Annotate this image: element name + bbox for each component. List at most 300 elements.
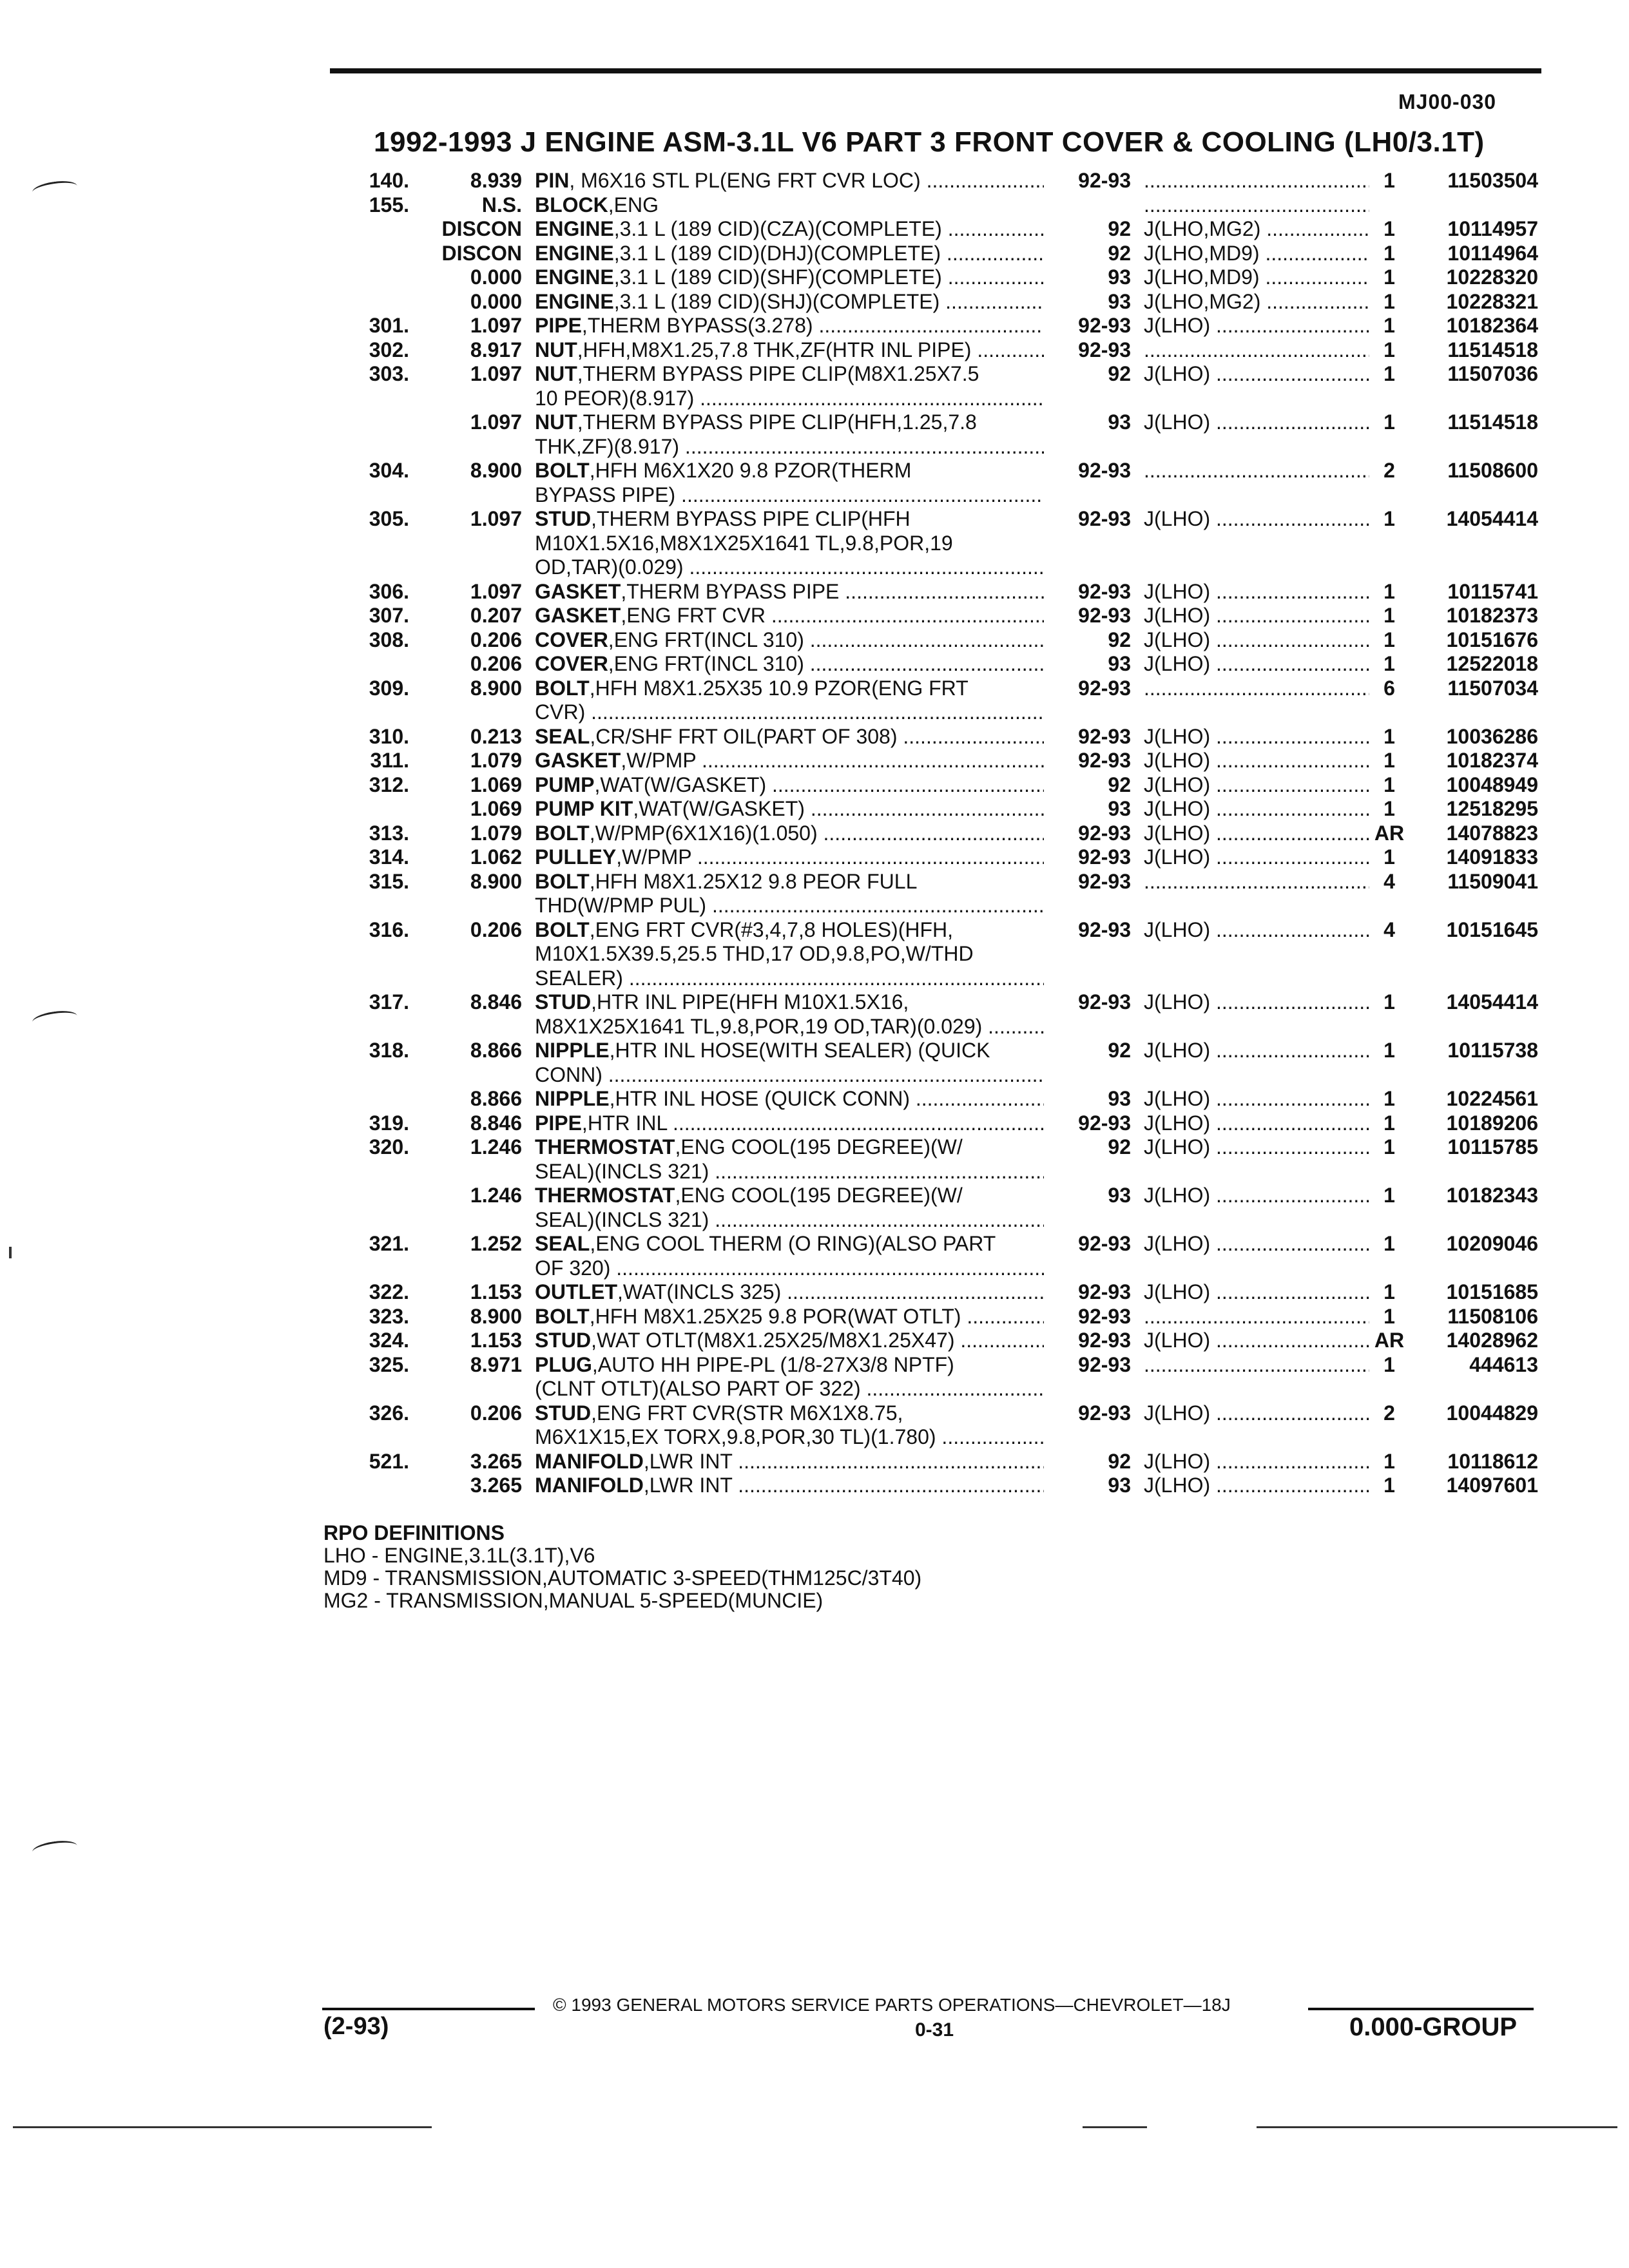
- description-line: ,ENG FRT CVR(#3,4,7,8 HOLES)(HFH,: [589, 918, 953, 941]
- group-number: 1.079: [470, 821, 522, 845]
- table-row: [335, 822, 1547, 846]
- part-name: BOLT: [535, 1304, 590, 1328]
- model-year: 92: [1108, 1135, 1131, 1158]
- rpo-code: J(LHO) .....: [1144, 604, 1369, 628]
- rpo-code: J(LHO) .....: [1144, 1401, 1369, 1426]
- part-number: 10044829: [1446, 1401, 1538, 1425]
- description-line: SEALER): [535, 966, 623, 990]
- rpo-definition-md9: MD9 - TRANSMISSION,AUTOMATIC 3-SPEED(THM125C/3T40): [323, 1566, 922, 1590]
- revision-date: (2-93): [323, 2013, 389, 2040]
- table-row: [335, 314, 1547, 338]
- model-year: 92-93: [1078, 169, 1131, 192]
- part-number: 14097601: [1446, 1474, 1538, 1497]
- item-number: 304.: [369, 459, 409, 482]
- part-number: 10182343: [1446, 1184, 1538, 1207]
- rpo-code: J(LHO) .....: [1144, 1184, 1369, 1208]
- description-line: M10X1.5X16,M8X1X25X1641 TL,9.8,POR,19: [535, 531, 953, 555]
- quantity: 2: [1383, 1401, 1395, 1425]
- model-year: 92: [1108, 1449, 1131, 1473]
- model-year: 92: [1108, 1039, 1131, 1062]
- page-title: 1992-1993 J ENGINE ASM-3.1L V6 PART 3 FRONT COVER & COOLING (LH0/3.1T): [374, 126, 1485, 158]
- quantity: 1: [1383, 1352, 1395, 1376]
- model-year: 92-93: [1078, 1304, 1131, 1328]
- rpo-code: J(LHO) .....: [1144, 652, 1369, 677]
- description-line: ,HTR INL HOSE (QUICK CONN): [609, 1087, 910, 1110]
- quantity: 1: [1383, 241, 1395, 265]
- group-number: 0.206: [470, 628, 522, 651]
- model-year: 92-93: [1078, 1280, 1131, 1303]
- description-line: SEAL)(INCLS 321): [535, 1159, 709, 1183]
- scan-margin-mark: [9, 1247, 12, 1258]
- part-name: STUD: [535, 1329, 592, 1352]
- group-number: 1.153: [470, 1280, 522, 1303]
- description-line: ,WAT(INCLS 325): [617, 1280, 782, 1303]
- part-name: OUTLET: [535, 1280, 617, 1303]
- rpo-code: J(LHO) .....: [1144, 773, 1369, 798]
- part-description: [535, 870, 1044, 918]
- part-number: 10115785: [1447, 1135, 1538, 1158]
- description-line: ,3.1 L (189 CID)(DHJ)(COMPLETE): [613, 241, 941, 265]
- part-name: THERMOSTAT: [535, 1135, 675, 1158]
- part-number: 10118612: [1447, 1449, 1538, 1473]
- group-number: 8.900: [470, 459, 522, 482]
- description-line: ,ENG: [608, 193, 659, 216]
- quantity: 1: [1383, 773, 1395, 796]
- part-name: PLUG: [535, 1352, 592, 1376]
- model-year: 92-93: [1078, 507, 1131, 530]
- part-name: THERMOSTAT: [535, 1184, 675, 1207]
- table-row: [335, 628, 1547, 653]
- rpo-code: J(LHO) .....: [1144, 797, 1369, 822]
- part-number: 10114957: [1447, 217, 1538, 240]
- quantity: 1: [1383, 1474, 1395, 1497]
- item-number: 326.: [369, 1401, 409, 1425]
- group-number: DISCON: [441, 217, 522, 240]
- rpo-code: J(LHO) .....: [1144, 1329, 1369, 1353]
- group-number: 1.062: [470, 845, 522, 869]
- model-year: 92-93: [1078, 1232, 1131, 1255]
- table-row: [335, 773, 1547, 798]
- binder-hole-mark: [32, 178, 79, 200]
- rpo-code: J(LHO) .....: [1144, 749, 1369, 773]
- item-number: 301.: [369, 314, 409, 337]
- part-name: NIPPLE: [535, 1039, 610, 1062]
- description-line: M8X1X25X1641 TL,9.8,POR,19 OD,TAR)(0.029): [535, 1014, 983, 1038]
- part-number: 14028962: [1446, 1329, 1538, 1352]
- description-line: ,W/PMP(6X1X16)(1.050): [589, 821, 818, 845]
- description-line: ,THERM BYPASS PIPE CLIP(HFH: [591, 507, 911, 530]
- part-name: BOLT: [535, 821, 590, 845]
- description-line: ,THERM BYPASS PIPE: [621, 579, 840, 603]
- rpo-code: J(LHO,MG2) .....: [1144, 290, 1369, 314]
- group-number: 0.000: [470, 265, 522, 289]
- group-number: 1.069: [470, 773, 522, 796]
- part-name: MANIFOLD: [535, 1449, 644, 1473]
- table-row: [335, 1329, 1547, 1353]
- footer-rule-right: [1308, 2008, 1534, 2010]
- part-name: ENGINE: [535, 217, 614, 240]
- description-line: ,AUTO HH PIPE-PL (1/8-27X3/8 NPTF): [592, 1352, 954, 1376]
- part-number: 11507036: [1447, 362, 1538, 385]
- model-year: 92-93: [1078, 869, 1131, 893]
- part-name: GASKET: [535, 579, 621, 603]
- group-number: 8.939: [470, 169, 522, 192]
- model-year: 92: [1108, 773, 1131, 796]
- model-year: 93: [1108, 410, 1131, 434]
- description-line: OF 320): [535, 1256, 611, 1280]
- item-number: 306.: [369, 579, 409, 603]
- table-row: [335, 1353, 1547, 1401]
- rpo-code: J(LHO) .....: [1144, 1087, 1369, 1111]
- part-description: [535, 1135, 1044, 1184]
- rpo-code: J(LHO) .....: [1144, 990, 1369, 1015]
- part-name: PUMP: [535, 773, 595, 796]
- table-row: [335, 338, 1547, 363]
- description-line: OD,TAR)(0.029): [535, 555, 684, 579]
- group-number: N.S.: [481, 193, 522, 216]
- model-year: 93: [1108, 289, 1131, 313]
- description-line: CVR): [535, 700, 586, 724]
- part-name: BLOCK: [535, 193, 608, 216]
- part-number: 10151645: [1446, 918, 1538, 941]
- rpo-code: J(LHO) .....: [1144, 845, 1369, 870]
- table-row: [335, 918, 1547, 991]
- table-row: [335, 265, 1547, 290]
- group-number: 3.265: [470, 1474, 522, 1497]
- quantity: 1: [1383, 579, 1395, 603]
- table-row: [335, 797, 1547, 822]
- quantity: 1: [1383, 1135, 1395, 1158]
- quantity: 1: [1383, 289, 1395, 313]
- item-number: 321.: [369, 1232, 409, 1255]
- item-number: 302.: [369, 338, 409, 361]
- part-description: [535, 169, 1044, 193]
- rpo-code: J(LHO) .....: [1144, 725, 1369, 749]
- table-row: [335, 604, 1547, 628]
- rpo-code: J(LHO) .....: [1144, 1450, 1369, 1474]
- part-description: [535, 459, 1044, 507]
- description-line: ,W/PMP: [621, 749, 697, 772]
- description-line: ,THERM BYPASS PIPE CLIP(M8X1.25X7.5: [577, 362, 979, 385]
- item-number: 308.: [369, 628, 409, 651]
- part-name: BOLT: [535, 459, 590, 482]
- item-number: 310.: [369, 724, 409, 748]
- item-number: 311.: [370, 749, 409, 772]
- group-number: 8.846: [470, 990, 522, 1014]
- quantity: 1: [1383, 1039, 1395, 1062]
- scan-edge-line: [1257, 2126, 1617, 2128]
- model-year: 92-93: [1078, 1352, 1131, 1376]
- group-number: 8.866: [470, 1087, 522, 1110]
- table-row: [335, 1280, 1547, 1305]
- part-description: [535, 1280, 1044, 1305]
- part-name: STUD: [535, 990, 592, 1014]
- rpo-code: J(LHO) .....: [1144, 1039, 1369, 1063]
- table-row: [335, 870, 1547, 918]
- description-line: ,THERM BYPASS PIPE CLIP(HFH,1.25,7.8: [577, 410, 977, 434]
- rpo-code: J(LHO) .....: [1144, 1232, 1369, 1256]
- part-description: [535, 604, 1044, 628]
- group-number: 1.097: [470, 362, 522, 385]
- group-number: 0.207: [470, 604, 522, 627]
- model-year: 93: [1108, 797, 1131, 820]
- description-line: ,ENG COOL(195 DEGREE)(W/: [675, 1135, 963, 1158]
- model-year: 92: [1108, 217, 1131, 240]
- rpo-code: J(LHO) .....: [1144, 410, 1369, 435]
- description-line: BYPASS PIPE): [535, 483, 676, 506]
- quantity: 1: [1383, 507, 1395, 530]
- table-row: [335, 1111, 1547, 1136]
- description-line: ,3.1 L (189 CID)(SHF)(COMPLETE): [613, 265, 942, 289]
- part-name: COVER: [535, 652, 608, 675]
- part-description: [535, 290, 1044, 314]
- description-line: ,ENG FRT CVR: [621, 604, 766, 627]
- description-line: ,HFH M8X1.25X25 9.8 POR(WAT OTLT): [589, 1304, 961, 1328]
- part-number: 10209046: [1446, 1232, 1538, 1255]
- quantity: 1: [1383, 1449, 1395, 1473]
- quantity: 4: [1383, 918, 1395, 941]
- part-description: [535, 1184, 1044, 1232]
- part-description: [535, 1450, 1044, 1474]
- model-year: 92: [1108, 628, 1131, 651]
- rpo-code: [1144, 169, 1369, 193]
- quantity: 1: [1383, 169, 1395, 192]
- table-row: [335, 1305, 1547, 1329]
- rpo-code: [1144, 459, 1369, 483]
- part-number: 11508600: [1447, 459, 1538, 482]
- rpo-code: [1144, 338, 1369, 363]
- quantity: AR: [1374, 821, 1405, 845]
- item-number: 313.: [369, 821, 409, 845]
- part-name: NUT: [535, 410, 577, 434]
- item-number: 521.: [369, 1449, 409, 1473]
- group-number: 1.079: [470, 749, 522, 772]
- table-row: [335, 1474, 1547, 1498]
- quantity: 1: [1383, 845, 1395, 869]
- description-line: ,LWR INT: [643, 1449, 733, 1473]
- part-number: 10115738: [1447, 1039, 1538, 1062]
- rpo-code: J(LHO) .....: [1144, 507, 1369, 532]
- part-name: PIPE: [535, 314, 582, 337]
- table-row: [335, 362, 1547, 410]
- group-code: 0.000-GROUP: [1349, 2013, 1518, 2041]
- model-year: 92-93: [1078, 821, 1131, 845]
- group-number: 8.971: [470, 1352, 522, 1376]
- model-year: 92-93: [1078, 918, 1131, 941]
- description-line: ,THERM BYPASS(3.278): [581, 314, 813, 337]
- item-number: 307.: [369, 604, 409, 627]
- item-number: 303.: [369, 362, 409, 385]
- model-year: 92-93: [1078, 724, 1131, 748]
- part-description: [535, 1353, 1044, 1401]
- part-description: [535, 217, 1044, 242]
- quantity: 1: [1383, 1280, 1395, 1303]
- part-number: 11514518: [1447, 410, 1538, 434]
- group-number: 3.265: [470, 1449, 522, 1473]
- binder-hole-mark: [32, 1838, 79, 1860]
- part-number: 10182364: [1446, 314, 1538, 337]
- rpo-definitions: [323, 1522, 921, 1612]
- part-name: COVER: [535, 628, 608, 651]
- part-name: GASKET: [535, 749, 621, 772]
- group-number: 1.097: [470, 579, 522, 603]
- description-line: ,ENG FRT(INCL 310): [608, 652, 804, 675]
- table-row: [335, 1232, 1547, 1280]
- quantity: 1: [1383, 1304, 1395, 1328]
- part-name: SEAL: [535, 1232, 590, 1255]
- part-description: [535, 628, 1044, 653]
- quantity: 1: [1383, 628, 1395, 651]
- rpo-code: J(LHO,MG2) .....: [1144, 217, 1369, 242]
- part-number: 10151685: [1446, 1280, 1538, 1303]
- part-description: [535, 1087, 1044, 1111]
- group-number: 0.206: [470, 652, 522, 675]
- quantity: 1: [1383, 797, 1395, 820]
- copyright-notice: © 1993 GENERAL MOTORS SERVICE PARTS OPERATIONS—CHEVROLET—18J: [553, 1995, 1231, 2015]
- item-number: 322.: [369, 1280, 409, 1303]
- quantity: 1: [1383, 217, 1395, 240]
- part-description: [535, 677, 1044, 725]
- scan-edge-line: [1083, 2126, 1147, 2128]
- rpo-code: J(LHO) .....: [1144, 918, 1369, 943]
- part-description: [535, 193, 1044, 218]
- description-line: ,W/PMP: [616, 845, 691, 869]
- part-description: [535, 1232, 1044, 1280]
- table-row: [335, 1087, 1547, 1111]
- description-line: ,3.1 L (189 CID)(SHJ)(COMPLETE): [613, 289, 940, 313]
- part-name: GASKET: [535, 604, 621, 627]
- item-number: 323.: [369, 1304, 409, 1328]
- part-name: MANIFOLD: [535, 1474, 644, 1497]
- part-description: [535, 580, 1044, 604]
- description-line: (CLNT OTLT)(ALSO PART OF 322): [535, 1377, 861, 1400]
- part-number: 444613: [1469, 1352, 1538, 1376]
- group-number: 8.900: [470, 1304, 522, 1328]
- table-row: [335, 1401, 1547, 1450]
- model-year: 93: [1108, 1184, 1131, 1207]
- document-id: MJ00-030: [1398, 90, 1497, 113]
- table-row: [335, 1450, 1547, 1474]
- part-description: [535, 773, 1044, 798]
- description-line: SEAL)(INCLS 321): [535, 1207, 709, 1231]
- group-number: 1.246: [470, 1135, 522, 1158]
- model-year: 93: [1108, 1474, 1131, 1497]
- item-number: 315.: [369, 869, 409, 893]
- part-number: 10182374: [1446, 749, 1538, 772]
- scan-edge-line: [13, 2126, 432, 2128]
- part-description: [535, 1305, 1044, 1329]
- item-number: 316.: [369, 918, 409, 941]
- part-number: 14091833: [1446, 845, 1538, 869]
- description-line: ,HTR INL HOSE(WITH SEALER) (QUICK: [609, 1039, 990, 1062]
- part-name: SEAL: [535, 724, 590, 748]
- group-number: 0.206: [470, 918, 522, 941]
- item-number: 319.: [369, 1111, 409, 1135]
- page-number: 0-31: [915, 2019, 954, 2041]
- group-number: 8.846: [470, 1111, 522, 1135]
- description-line: ,HTR INL: [581, 1111, 668, 1135]
- part-number: 10048949: [1446, 773, 1538, 796]
- description-line: ,ENG FRT CVR(STR M6X1X8.75,: [591, 1401, 903, 1425]
- rpo-code: J(LHO,MD9) .....: [1144, 242, 1369, 266]
- quantity: 1: [1383, 990, 1395, 1014]
- part-number: 11509041: [1447, 869, 1538, 893]
- model-year: 92-93: [1078, 1111, 1131, 1135]
- table-row: [335, 580, 1547, 604]
- group-number: 1.097: [470, 410, 522, 434]
- description-line: M6X1X15,EX TORX,9.8,POR,30 TL)(1.780): [535, 1425, 936, 1448]
- model-year: 92-93: [1078, 990, 1131, 1014]
- quantity: 1: [1383, 338, 1395, 361]
- rpo-code: J(LHO) .....: [1144, 1135, 1369, 1160]
- quantity: 6: [1383, 676, 1395, 700]
- part-number: 10228321: [1446, 289, 1538, 313]
- description-line: ,HFH M8X1.25X12 9.8 PEOR FULL: [589, 869, 918, 893]
- table-row: [335, 410, 1547, 459]
- description-line: ,HFH,M8X1.25,7.8 THK,ZF(HTR INL PIPE): [577, 338, 972, 361]
- part-description: [535, 797, 1044, 822]
- group-number: 8.900: [470, 676, 522, 700]
- quantity: 1: [1383, 724, 1395, 748]
- description-line: ,HFH M8X1.25X35 10.9 PZOR(ENG FRT: [589, 676, 969, 700]
- quantity: 1: [1383, 1184, 1395, 1207]
- model-year: 92-93: [1078, 1401, 1131, 1425]
- part-name: PULLEY: [535, 845, 617, 869]
- item-number: 320.: [369, 1135, 409, 1158]
- table-row: [335, 652, 1547, 677]
- quantity: 1: [1383, 1087, 1395, 1110]
- description-line: 10 PEOR)(8.917): [535, 386, 695, 410]
- rpo-code: J(LHO) .....: [1144, 1280, 1369, 1305]
- footer-rule-left: [322, 2008, 535, 2010]
- description-line: ,HTR INL PIPE(HFH M10X1.5X16,: [591, 990, 909, 1014]
- part-number: 11508106: [1447, 1304, 1538, 1328]
- group-number: DISCON: [441, 241, 522, 265]
- group-number: 8.917: [470, 338, 522, 361]
- part-number: 11503504: [1447, 169, 1538, 192]
- model-year: 92-93: [1078, 604, 1131, 627]
- quantity: 1: [1383, 604, 1395, 627]
- item-number: 317.: [369, 990, 409, 1014]
- rpo-code: J(LHO) .....: [1144, 1111, 1369, 1136]
- group-number: 1.252: [470, 1232, 522, 1255]
- description-line: THK,ZF)(8.917): [535, 434, 680, 458]
- description-line: ,ENG COOL THERM (O RING)(ALSO PART: [590, 1232, 996, 1255]
- item-number: 155.: [369, 193, 409, 216]
- table-row: [335, 677, 1547, 725]
- rpo-code: J(LHO) .....: [1144, 1474, 1369, 1498]
- quantity: 1: [1383, 265, 1395, 289]
- model-year: 92-93: [1078, 749, 1131, 772]
- part-name: PIN: [535, 169, 570, 192]
- part-number: 10036286: [1446, 724, 1538, 748]
- table-row: [335, 459, 1547, 507]
- table-row: [335, 1039, 1547, 1087]
- quantity: 1: [1383, 749, 1395, 772]
- part-description: [535, 725, 1044, 749]
- top-rule: [330, 68, 1541, 73]
- description-line: ,CR/SHF FRT OIL(PART OF 308): [590, 724, 898, 748]
- item-number: 324.: [369, 1329, 409, 1352]
- item-number: 140.: [369, 169, 409, 192]
- quantity: 1: [1383, 410, 1395, 434]
- model-year: 93: [1108, 652, 1131, 675]
- part-description: [535, 918, 1044, 991]
- group-number: 0.000: [470, 289, 522, 313]
- part-description: [535, 314, 1044, 338]
- part-name: PUMP KIT: [535, 797, 633, 820]
- part-number: 10115741: [1447, 579, 1538, 603]
